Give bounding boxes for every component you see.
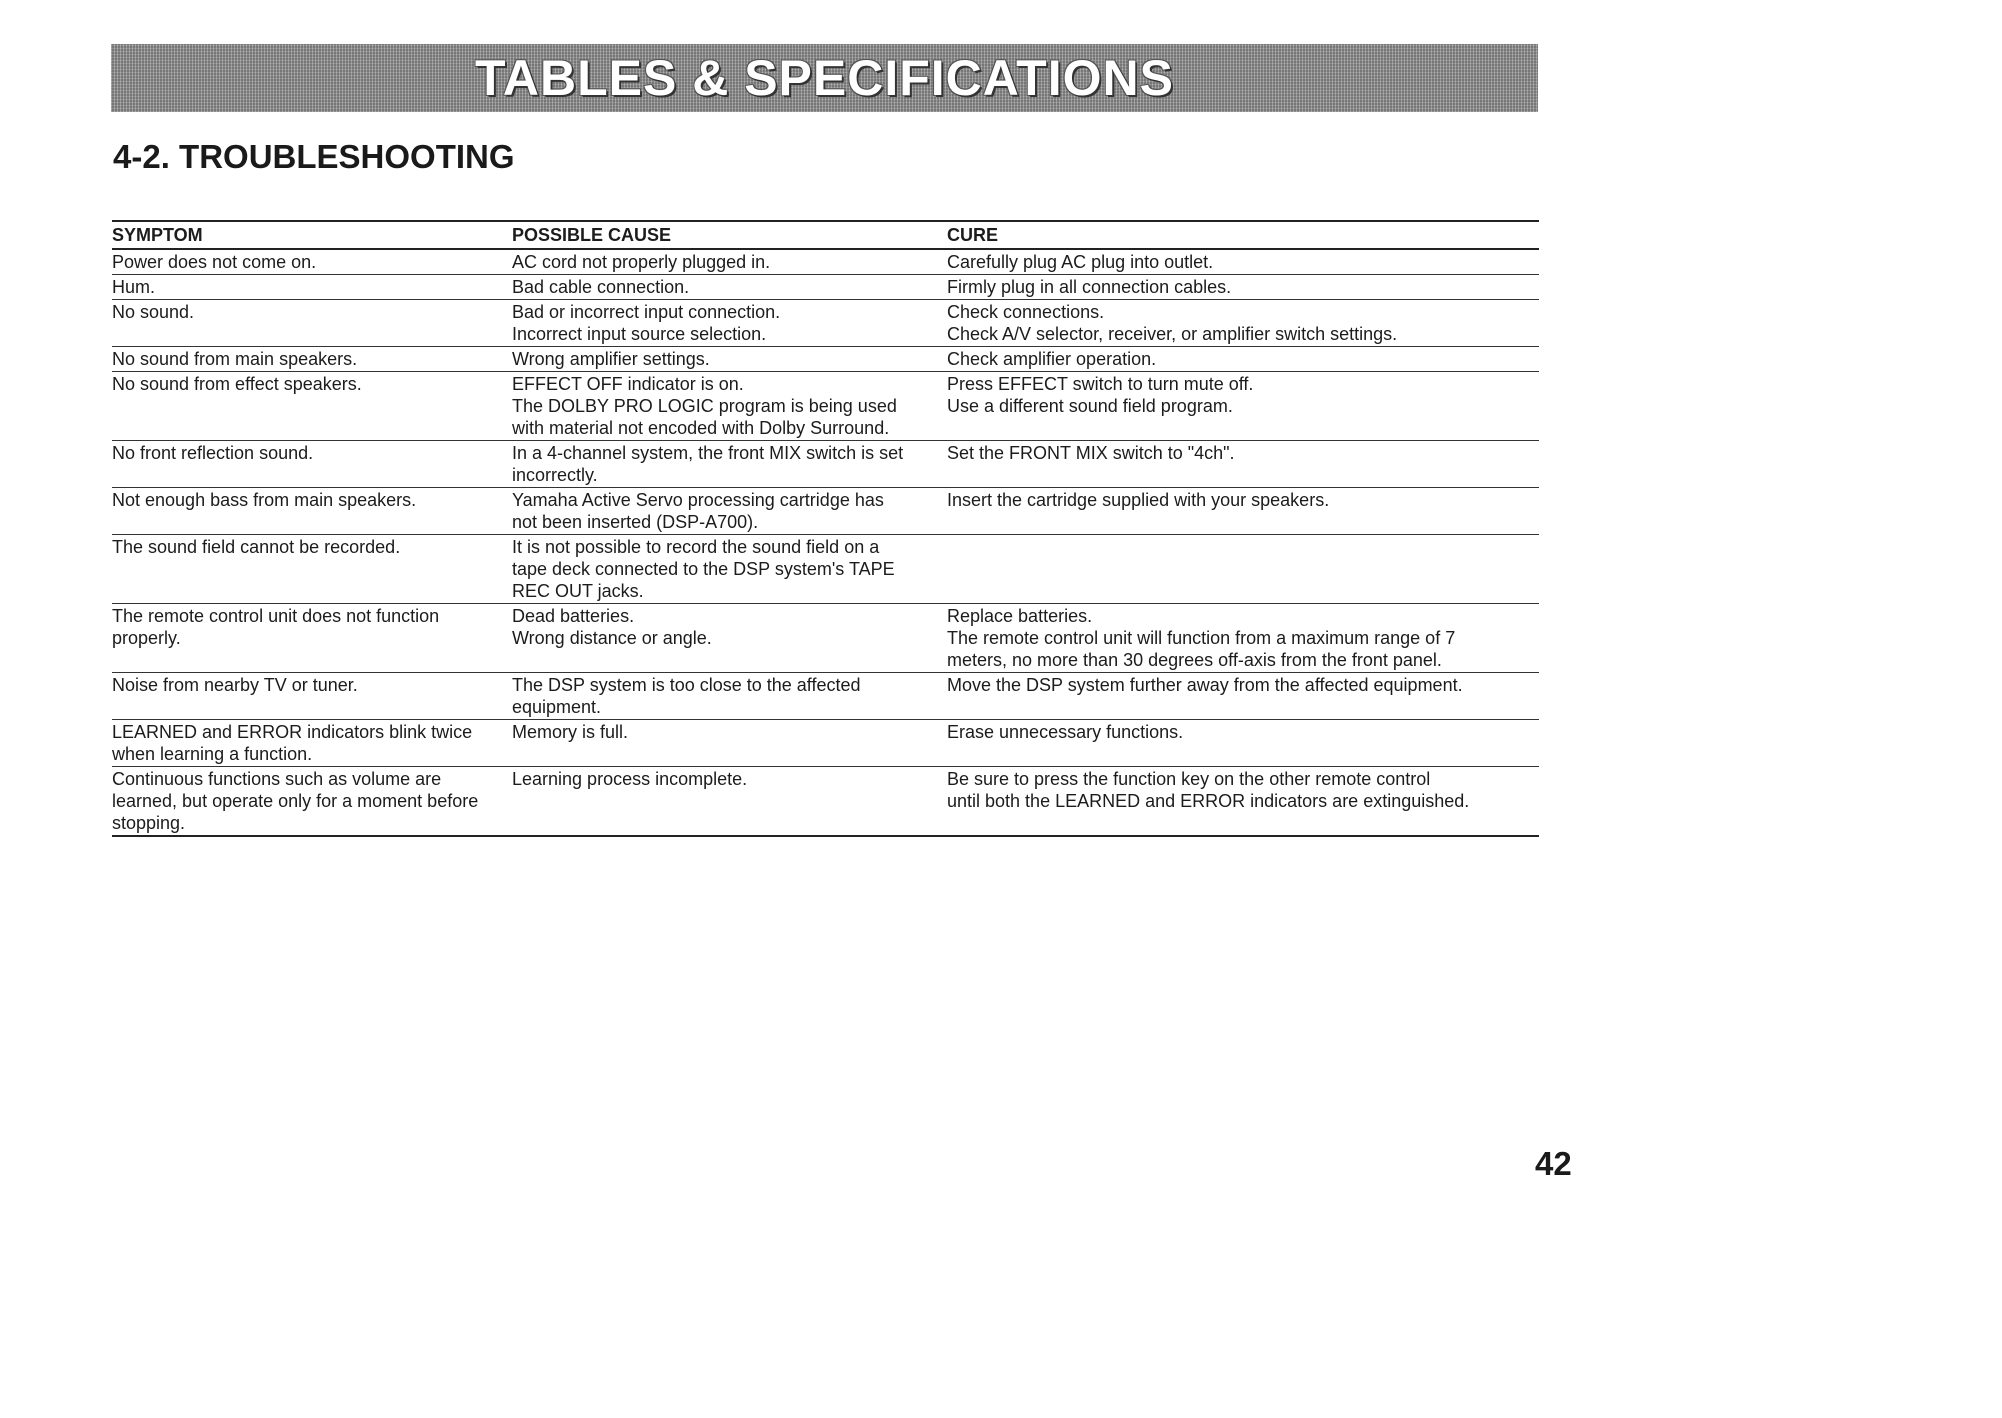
- cure-cell: [947, 535, 1539, 604]
- cell-text-line: Erase unnecessary functions.: [947, 722, 1184, 742]
- cell-text-line: properly.: [112, 628, 181, 648]
- cell-text-line: Firmly plug in all connection cables.: [947, 277, 1232, 297]
- header-possible-cause: POSSIBLE CAUSE: [512, 221, 947, 249]
- table-header-row: [112, 221, 1539, 249]
- cell-text-line: No sound from effect speakers.: [112, 374, 362, 394]
- banner-title: TABLES & SPECIFICATIONS: [475, 50, 1174, 106]
- possible-cause-cell: [512, 673, 947, 720]
- cell-text-line: No front reflection sound.: [112, 443, 314, 463]
- symptom-cell: [112, 767, 512, 837]
- cell-text-line: Continuous functions such as volume are: [112, 769, 442, 789]
- cell-text-line: Use a different sound field program.: [947, 396, 1233, 416]
- possible-cause-cell: [512, 372, 947, 441]
- symptom-cell: [112, 535, 512, 604]
- table-row: [112, 300, 1539, 347]
- cell-text-line: equipment.: [512, 697, 602, 717]
- cell-text-line: when learning a function.: [112, 744, 313, 764]
- possible-cause-cell: [512, 720, 947, 767]
- cell-text-line: until both the LEARNED and ERROR indicators are extinguished.: [947, 791, 1470, 811]
- cell-text-line: meters, no more than 30 degrees off-axis from the front panel.: [947, 650, 1442, 670]
- cell-text-line: Check amplifier operation.: [947, 349, 1157, 369]
- cell-text-line: Memory is full.: [512, 722, 629, 742]
- cell-text-line: Power does not come on.: [112, 252, 317, 272]
- symptom-cell: [112, 720, 512, 767]
- cell-text-line: The DSP system is too close to the affected: [512, 675, 861, 695]
- cell-text-line: Set the FRONT MIX switch to "4ch".: [947, 443, 1235, 463]
- header-cure: CURE: [947, 221, 1539, 249]
- cure-cell: [947, 249, 1539, 275]
- table-row: [112, 535, 1539, 604]
- cell-text-line: Wrong amplifier settings.: [512, 349, 710, 369]
- possible-cause-cell: [512, 347, 947, 372]
- cure-cell: [947, 720, 1539, 767]
- cell-text-line: with material not encoded with Dolby Surround.: [512, 418, 890, 438]
- table-row: [112, 673, 1539, 720]
- possible-cause-cell: [512, 300, 947, 347]
- cell-text-line: The remote control unit does not function: [112, 606, 440, 626]
- possible-cause-cell: [512, 275, 947, 300]
- cell-text-line: EFFECT OFF indicator is on.: [512, 374, 744, 394]
- table-row: [112, 488, 1539, 535]
- cell-text-line: Move the DSP system further away from the affected equipment.: [947, 675, 1463, 695]
- cell-text-line: LEARNED and ERROR indicators blink twice: [112, 722, 473, 742]
- cell-text-line: In a 4-channel system, the front MIX switch is set: [512, 443, 904, 463]
- possible-cause-cell: [512, 604, 947, 673]
- symptom-cell: [112, 372, 512, 441]
- cell-text-line: No sound from main speakers.: [112, 349, 358, 369]
- symptom-cell: [112, 300, 512, 347]
- cell-text-line: REC OUT jacks.: [512, 581, 644, 601]
- cure-cell: [947, 441, 1539, 488]
- cell-text-line: It is not possible to record the sound field on a: [512, 537, 880, 557]
- possible-cause-cell: [512, 249, 947, 275]
- symptom-cell: [112, 604, 512, 673]
- possible-cause-cell: [512, 441, 947, 488]
- cure-cell: [947, 275, 1539, 300]
- cell-text-line: incorrectly.: [512, 465, 598, 485]
- cell-text-line: tape deck connected to the DSP system's TAPE: [512, 559, 895, 579]
- section-title: 4-2. TROUBLESHOOTING: [113, 138, 515, 175]
- cell-text-line: Incorrect input source selection.: [512, 324, 767, 344]
- troubleshooting-table: [112, 220, 1539, 837]
- cure-cell: [947, 372, 1539, 441]
- table-header: [112, 221, 1539, 249]
- table-body: [112, 249, 1539, 836]
- cell-text-line: stopping.: [112, 813, 186, 833]
- page-number: 42: [1535, 1145, 1572, 1182]
- symptom-cell: [112, 488, 512, 535]
- possible-cause-cell: [512, 488, 947, 535]
- table-row: [112, 604, 1539, 673]
- cell-text-line: The remote control unit will function from a maximum range of 7: [947, 628, 1456, 648]
- cell-text-line: Yamaha Active Servo processing cartridge has: [512, 490, 884, 510]
- cure-cell: [947, 488, 1539, 535]
- table-row: [112, 372, 1539, 441]
- possible-cause-cell: [512, 535, 947, 604]
- cell-text-line: The DOLBY PRO LOGIC program is being used: [512, 396, 897, 416]
- cell-text-line: Carefully plug AC plug into outlet.: [947, 252, 1214, 272]
- possible-cause-cell: [512, 767, 947, 837]
- cure-cell: [947, 604, 1539, 673]
- table-row: [112, 767, 1539, 837]
- section-banner: [111, 44, 1538, 112]
- cell-text-line: Check A/V selector, receiver, or amplifier switch settings.: [947, 324, 1398, 344]
- cell-text-line: Press EFFECT switch to turn mute off.: [947, 374, 1254, 394]
- table-row: [112, 249, 1539, 275]
- table-row: [112, 441, 1539, 488]
- cure-cell: [947, 347, 1539, 372]
- troubleshooting-table-wrap: [112, 220, 1539, 837]
- symptom-cell: [112, 673, 512, 720]
- symptom-cell: [112, 275, 512, 300]
- cell-text-line: The sound field cannot be recorded.: [112, 537, 401, 557]
- cell-text-line: Check connections.: [947, 302, 1105, 322]
- cell-text-line: Replace batteries.: [947, 606, 1093, 626]
- cure-cell: [947, 300, 1539, 347]
- cell-text-line: Insert the cartridge supplied with your speakers.: [947, 490, 1330, 510]
- cell-text-line: AC cord not properly plugged in.: [512, 252, 771, 272]
- symptom-cell: [112, 347, 512, 372]
- cell-text-line: Learning process incomplete.: [512, 769, 748, 789]
- cell-text-line: Dead batteries.: [512, 606, 635, 626]
- cell-text-line: not been inserted (DSP-A700).: [512, 512, 759, 532]
- cell-text-line: Hum.: [112, 277, 156, 297]
- cell-text-line: Be sure to press the function key on the other remote control: [947, 769, 1431, 789]
- cell-text-line: No sound.: [112, 302, 195, 322]
- cell-text-line: Bad or incorrect input connection.: [512, 302, 781, 322]
- cell-text-line: Noise from nearby TV or tuner.: [112, 675, 358, 695]
- cell-text-line: Wrong distance or angle.: [512, 628, 712, 648]
- header-symptom: SYMPTOM: [112, 221, 512, 249]
- cell-text-line: Bad cable connection.: [512, 277, 690, 297]
- table-row: [112, 347, 1539, 372]
- symptom-cell: [112, 441, 512, 488]
- cure-cell: [947, 673, 1539, 720]
- cell-text-line: learned, but operate only for a moment before: [112, 791, 479, 811]
- cure-cell: [947, 767, 1539, 837]
- cell-text-line: Not enough bass from main speakers.: [112, 490, 417, 510]
- symptom-cell: [112, 249, 512, 275]
- table-row: [112, 275, 1539, 300]
- table-row: [112, 720, 1539, 767]
